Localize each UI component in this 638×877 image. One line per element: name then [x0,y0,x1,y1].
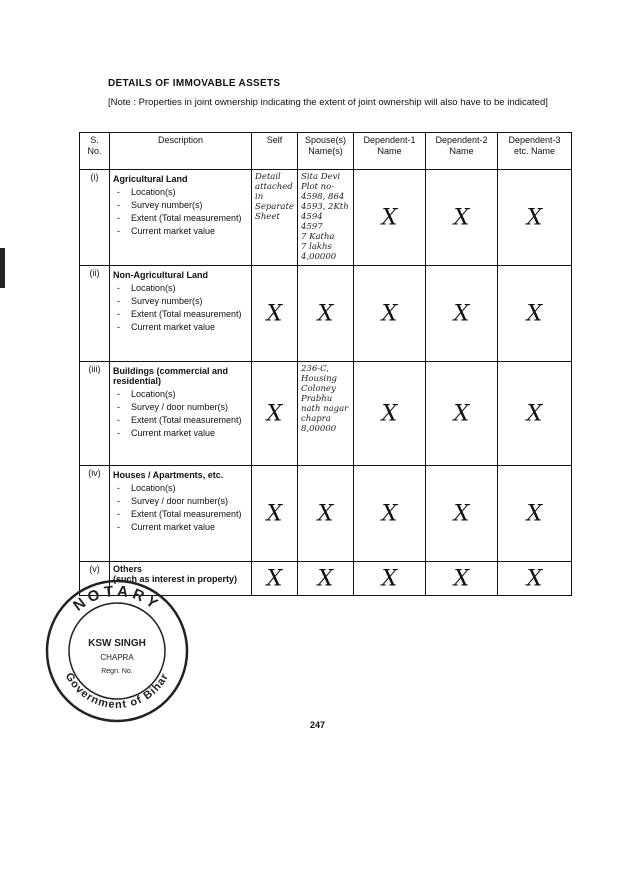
table-row [80,466,572,562]
row-sno: (i) [80,170,110,266]
list-item: - Survey / door number(s) [117,402,248,412]
cell-spouse [298,362,354,466]
cell-dependent-2 [426,266,498,362]
handwritten-spouse-note: Sita Devi Plot no- 4598, 864 4593, 2Kth 4594 4597 7 Katha 7 lakhs 4,00000 [301,172,349,262]
list-item: - Current market value [117,428,248,438]
table-row [80,362,572,466]
cell-dependent-3 [498,170,572,266]
cell-dependent-3 [498,562,572,596]
cell-dependent-2 [426,170,498,266]
list-item: - Location(s) [117,187,248,197]
cell-dependent-2 [426,466,498,562]
col-header-spouse: Spouse(s) Name(s) [298,133,354,170]
stamp-place: CHAPRA [100,653,134,662]
stamp-top-text: NOTARY [70,582,164,615]
list-item: - Survey number(s) [117,296,248,306]
handwritten-self-note: Detail attached in Separate Sheet [255,172,294,222]
cross-mark: X [453,401,470,426]
col-header-dependent-2: Dependent-2 Name [426,133,498,170]
cross-mark: X [453,501,470,526]
cross-mark: X [453,566,470,591]
cell-self [252,562,298,596]
table-row [80,170,572,266]
notary-stamp [44,578,190,724]
cell-spouse [298,266,354,362]
list-item: - Extent (Total measurement) [117,309,248,319]
cell-self [252,362,298,466]
cross-mark: X [381,205,398,230]
stamp-inner-ring [69,603,165,699]
row-subtitle: (such as interest in property) [113,574,238,584]
cross-mark: X [266,501,283,526]
cross-mark: X [526,501,543,526]
cross-mark: X [317,566,334,591]
list-item: - Survey / door number(s) [117,496,248,506]
cell-spouse [298,466,354,562]
page-number: 247 [310,720,326,730]
cell-dependent-3 [498,362,572,466]
row-title: Houses / Apartments, etc. [113,470,224,480]
row-title: Agricultural Land [113,174,188,184]
list-item: - Current market value [117,522,248,532]
list-item: - Location(s) [117,283,248,293]
stamp-bottom-text: Government of Bihar [62,670,172,712]
stamp-regn: Regn. No. [101,668,133,675]
col-header-sno: S. No. [80,133,110,170]
row-title: Non-Agricultural Land [113,270,208,280]
cross-mark: X [381,401,398,426]
cross-mark: X [526,205,543,230]
row-sno: (iii) [80,362,110,466]
cross-mark: X [453,205,470,230]
list-item: - Current market value [117,226,248,236]
list-item: - Location(s) [117,389,248,399]
cross-mark: X [317,501,334,526]
cell-spouse [298,170,354,266]
immovable-assets-table [79,132,572,596]
stamp-name: KSW SINGH [88,638,146,649]
cell-dependent-2 [426,362,498,466]
list-item: - Extent (Total measurement) [117,415,248,425]
cell-spouse [298,562,354,596]
cross-mark: X [266,401,283,426]
cross-mark: X [381,566,398,591]
cell-dependent-1 [354,170,426,266]
list-item: - Current market value [117,322,248,332]
cross-mark: X [526,401,543,426]
cell-self [252,170,298,266]
cross-mark: X [526,566,543,591]
list-item: - Location(s) [117,483,248,493]
cell-dependent-3 [498,266,572,362]
scan-edge-mark [0,248,5,288]
row-sno: (ii) [80,266,110,362]
cross-mark: X [381,501,398,526]
row-description [110,466,252,562]
cross-mark: X [453,301,470,326]
cross-mark: X [381,301,398,326]
col-header-self: Self [252,133,298,170]
row-description [110,362,252,466]
handwritten-spouse-note: 236-C, Housing Coloney Prabhu nath nagar chapra 8,00000 [301,364,349,434]
cross-mark: X [266,301,283,326]
list-item: - Extent (Total measurement) [117,509,248,519]
row-title: Others [113,564,143,574]
list-item: - Survey number(s) [117,200,248,210]
row-title: Buildings (commercial and residential) [113,366,229,386]
table-header-row [80,133,572,170]
cell-self [252,266,298,362]
cell-dependent-1 [354,562,426,596]
row-description [110,266,252,362]
page-heading: DETAILS OF IMMOVABLE ASSETS [108,78,281,89]
col-header-dependent-3: Dependent-3 etc. Name [498,133,572,170]
cell-dependent-1 [354,466,426,562]
row-sno: (iv) [80,466,110,562]
cell-dependent-2 [426,562,498,596]
row-description [110,170,252,266]
cell-dependent-1 [354,362,426,466]
cell-dependent-1 [354,266,426,362]
cross-mark: X [526,301,543,326]
cell-self [252,466,298,562]
cross-mark: X [317,301,334,326]
col-header-dependent-1: Dependent-1 Name [354,133,426,170]
cross-mark: X [266,566,283,591]
row-sno: (v) [80,562,110,596]
table-row [80,266,572,362]
col-header-description: Description [110,133,252,170]
list-item: - Extent (Total measurement) [117,213,248,223]
note-text: [Note : Properties in joint ownership indicating the extent of joint ownership will also have to be indicated] [108,97,548,108]
cell-dependent-3 [498,466,572,562]
